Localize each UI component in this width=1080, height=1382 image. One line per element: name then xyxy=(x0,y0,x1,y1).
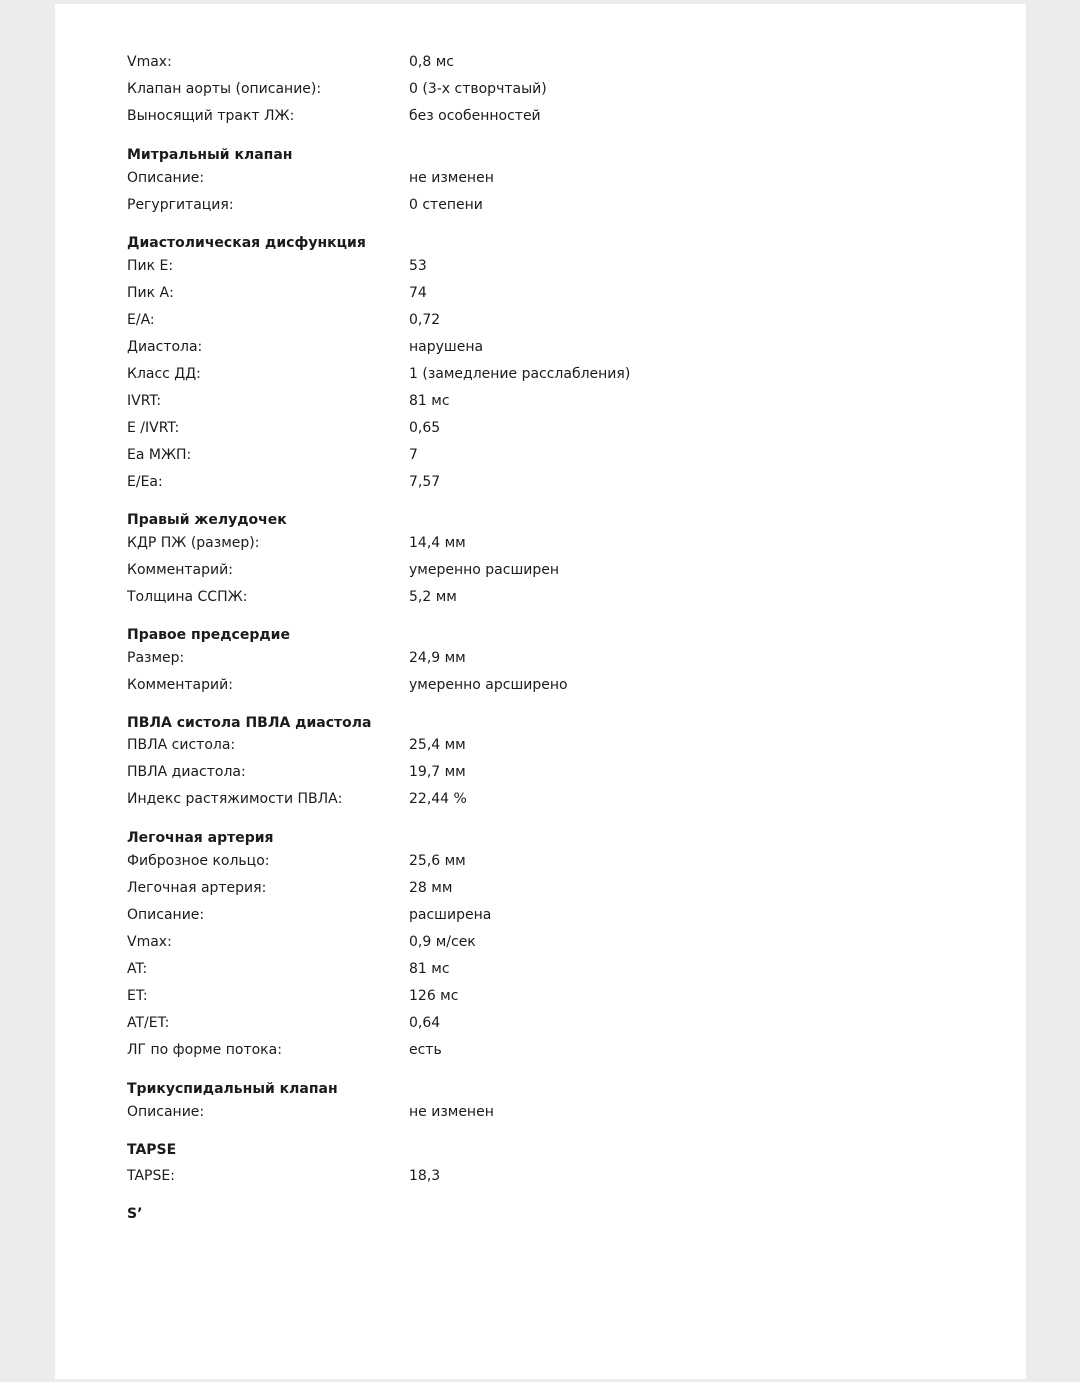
data-row xyxy=(127,791,987,826)
row-label: ЛГ по форме потока: xyxy=(127,1042,282,1058)
data-row xyxy=(127,677,987,712)
row-label: IVRT: xyxy=(127,393,162,409)
section-heading: TAPSE xyxy=(127,1142,177,1158)
row-label: Толщина ССПЖ: xyxy=(127,589,248,605)
section-heading: Диастолическая дисфункция xyxy=(127,235,366,251)
row-value: расширена xyxy=(409,907,492,923)
row-value: 7,57 xyxy=(409,474,441,490)
row-value: 74 xyxy=(409,285,427,301)
row-value: 5,2 мм xyxy=(409,589,457,605)
row-value: есть xyxy=(409,1042,442,1058)
data-row xyxy=(127,880,987,915)
row-value: 53 xyxy=(409,258,427,274)
row-value: 0,72 xyxy=(409,312,441,328)
row-value: 28 мм xyxy=(409,880,453,896)
row-value: 7 xyxy=(409,447,418,463)
section-heading: Митральный клапан xyxy=(127,147,293,163)
section-heading: Правое предсердие xyxy=(127,627,290,643)
row-value: 1 (замедление расслабления) xyxy=(409,366,631,382)
report-content xyxy=(127,54,987,1222)
row-value: 0 (3-х створчтаый) xyxy=(409,81,547,97)
row-label: E /IVRT: xyxy=(127,420,180,436)
row-value: нарушена xyxy=(409,339,484,355)
row-value: 0,64 xyxy=(409,1015,441,1031)
section-heading: Легочная артерия xyxy=(127,830,274,846)
data-row xyxy=(127,447,987,482)
row-label: Комментарий: xyxy=(127,677,233,693)
data-row xyxy=(127,258,987,293)
row-value: умеренно расширен xyxy=(409,562,560,578)
row-value: 0 степени xyxy=(409,197,483,213)
document-page xyxy=(55,4,1026,1379)
data-row xyxy=(127,108,987,143)
row-label: ПВЛА систола: xyxy=(127,737,236,753)
row-label: Описание: xyxy=(127,1104,205,1120)
row-value: 0,9 м/сек xyxy=(409,934,476,950)
data-row xyxy=(127,474,987,509)
row-value: 14,4 мм xyxy=(409,535,466,551)
row-label: Описание: xyxy=(127,907,205,923)
row-value: 18,3 xyxy=(409,1168,441,1184)
data-row xyxy=(127,1104,987,1139)
row-value: без особенностей xyxy=(409,108,541,124)
data-row xyxy=(127,312,987,347)
data-row xyxy=(127,988,987,1023)
row-label: Пик Е: xyxy=(127,258,174,274)
row-value: 24,9 мм xyxy=(409,650,466,666)
data-row xyxy=(127,961,987,996)
row-value: умеренно арсширено xyxy=(409,677,568,693)
row-label: Описание: xyxy=(127,170,205,186)
row-label: Регургитация: xyxy=(127,197,234,213)
row-label: TAPSE: xyxy=(127,1168,175,1184)
data-row xyxy=(127,737,987,772)
row-label: Размер: xyxy=(127,650,185,666)
row-label: Индекс растяжимости ПВЛА: xyxy=(127,791,343,807)
row-value: 25,6 мм xyxy=(409,853,466,869)
row-value: 126 мс xyxy=(409,988,459,1004)
row-value: 25,4 мм xyxy=(409,737,466,753)
data-row xyxy=(127,366,987,401)
data-row xyxy=(127,285,987,320)
section-heading: ПВЛА систола ПВЛА диастола xyxy=(127,715,372,731)
data-row xyxy=(127,197,987,232)
data-row xyxy=(127,170,987,205)
row-value: 81 мс xyxy=(409,961,450,977)
data-row xyxy=(127,1042,987,1077)
data-row xyxy=(127,393,987,428)
row-value: 81 мс xyxy=(409,393,450,409)
row-value: 19,7 мм xyxy=(409,764,466,780)
row-value: не изменен xyxy=(409,1104,494,1120)
data-row xyxy=(127,420,987,455)
row-label: E/Ea: xyxy=(127,474,163,490)
row-label: Ea МЖП: xyxy=(127,447,192,463)
row-label: Фиброзное кольцо: xyxy=(127,853,270,869)
row-label: Клапан аорты (описание): xyxy=(127,81,322,97)
row-label: Комментарий: xyxy=(127,562,233,578)
data-row xyxy=(127,1168,987,1203)
row-value: 22,44 % xyxy=(409,791,467,807)
row-label: Диастола: xyxy=(127,339,203,355)
row-label: Vmax: xyxy=(127,934,172,950)
data-row xyxy=(127,907,987,942)
row-label: Легочная артерия: xyxy=(127,880,267,896)
row-label: ПВЛА диастола: xyxy=(127,764,246,780)
section-heading: Трикуспидальный клапан xyxy=(127,1081,338,1097)
row-label: КДР ПЖ (размер): xyxy=(127,535,260,551)
row-value: 0,65 xyxy=(409,420,441,436)
row-value: не изменен xyxy=(409,170,494,186)
section-heading: Правый желудочек xyxy=(127,512,287,528)
row-label: AT/ET: xyxy=(127,1015,170,1031)
row-label: AT: xyxy=(127,961,148,977)
row-value: 0,8 мс xyxy=(409,54,454,70)
row-label: ET: xyxy=(127,988,148,1004)
row-label: Пик А: xyxy=(127,285,174,301)
row-label: Vmax: xyxy=(127,54,172,70)
row-label: Выносящий тракт ЛЖ: xyxy=(127,108,295,124)
data-row xyxy=(127,934,987,969)
data-row xyxy=(127,562,987,597)
row-label: Класс ДД: xyxy=(127,366,201,382)
data-row xyxy=(127,589,987,624)
row-label: E/A: xyxy=(127,312,155,328)
section-heading: S’ xyxy=(127,1206,143,1222)
